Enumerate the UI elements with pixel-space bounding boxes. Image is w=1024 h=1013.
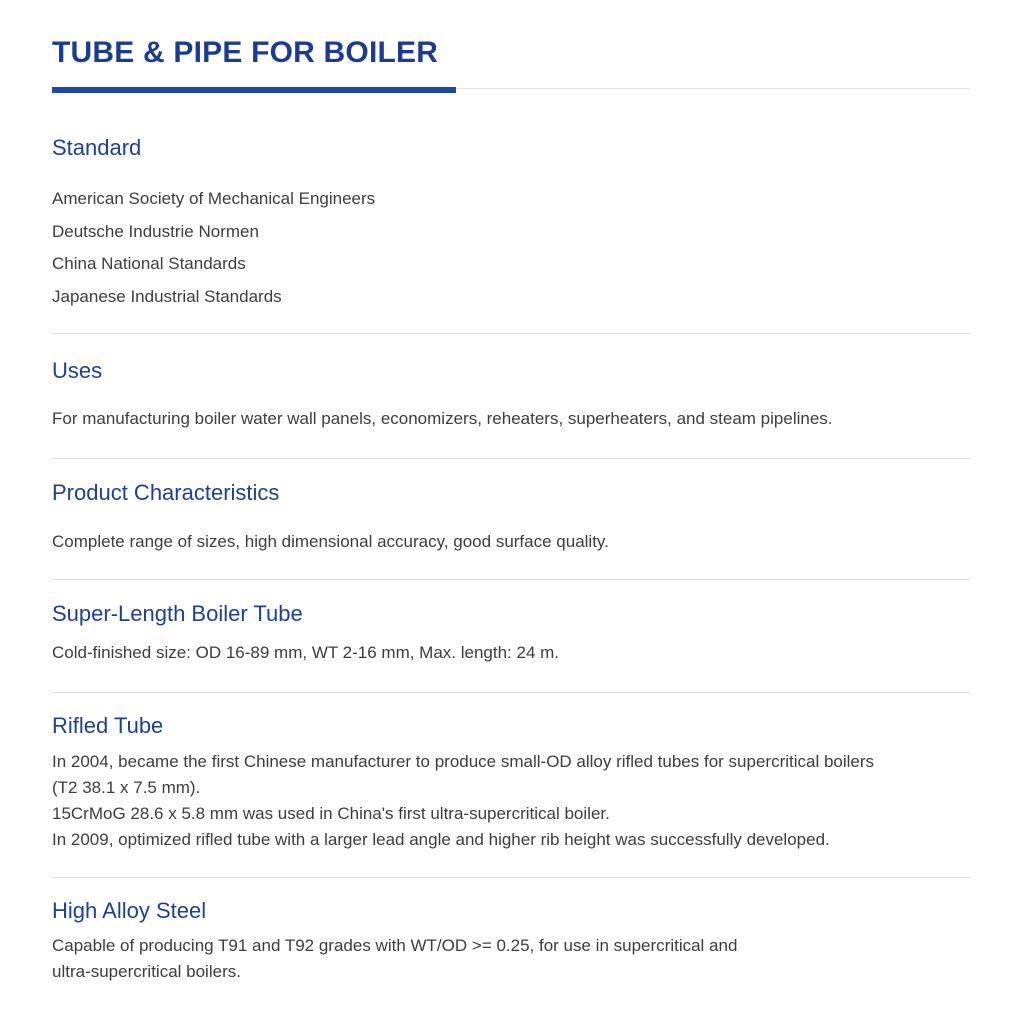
- standard-item: American Society of Mechanical Engineers: [52, 189, 376, 208]
- section-body-standard: [52, 183, 970, 313]
- section-uses: [52, 357, 970, 432]
- section-body-product-characteristics: [52, 529, 970, 555]
- rifled-tube-line: (T2 38.1 x 7.5 mm).: [52, 778, 201, 797]
- section-divider: [52, 877, 970, 878]
- rifled-tube-line: 15CrMoG 28.6 x 5.8 mm was used in China's first ultra-supercritical boiler.: [52, 804, 610, 823]
- section-divider: [52, 579, 970, 580]
- section-body-uses: [52, 406, 970, 432]
- page-content: [52, 0, 970, 981]
- standard-item: Deutsche Industrie Normen: [52, 221, 259, 241]
- section-divider: [52, 458, 970, 459]
- section-body-super-length-boiler-tube: [52, 640, 970, 666]
- section-heading-standard: Standard: [52, 135, 142, 160]
- section-heading-uses: Uses: [52, 358, 103, 383]
- section-high-alloy-steel: [52, 897, 970, 985]
- section-standard: [52, 134, 970, 313]
- uses-text: For manufacturing boiler water wall panels, economizers, reheaters, superheaters, and steam pipelines.: [52, 409, 833, 428]
- standard-item: China National Standards: [52, 254, 246, 273]
- rifled-tube-line: In 2009, optimized rifled tube with a larger lead angle and higher rib height was successfully developed.: [52, 830, 830, 849]
- section-heading-product-characteristics: Product Characteristics: [52, 480, 280, 505]
- section-divider: [52, 333, 970, 334]
- section-product-characteristics: [52, 479, 970, 555]
- standard-item: Japanese Industrial Standards: [52, 286, 282, 306]
- section-heading-rifled-tube: Rifled Tube: [52, 713, 164, 738]
- high-alloy-line: Capable of producing T91 and T92 grades with WT/OD >= 0.25, for use in supercritical and: [52, 936, 738, 955]
- section-heading-super-length-boiler-tube: Super-Length Boiler Tube: [52, 601, 303, 626]
- super-length-text: Cold-finished size: OD 16-89 mm, WT 2-16 mm, Max. length: 24 m.: [52, 643, 560, 662]
- section-divider: [52, 692, 970, 693]
- rifled-tube-line: In 2004, became the first Chinese manufacturer to produce small-OD alloy rifled tubes for supercritical boilers: [52, 752, 875, 771]
- high-alloy-line: ultra-supercritical boilers.: [52, 962, 241, 981]
- section-body-high-alloy-steel: [52, 933, 970, 985]
- characteristics-text: Complete range of sizes, high dimensional accuracy, good surface quality.: [52, 532, 609, 551]
- section-body-rifled-tube: [52, 749, 970, 853]
- page-title: TUBE & PIPE FOR BOILER: [52, 36, 439, 69]
- title-rule-accent: [52, 87, 456, 93]
- section-super-length-boiler-tube: [52, 600, 970, 666]
- title-underline: [52, 87, 970, 95]
- section-heading-high-alloy-steel: High Alloy Steel: [52, 898, 207, 923]
- section-rifled-tube: [52, 712, 970, 853]
